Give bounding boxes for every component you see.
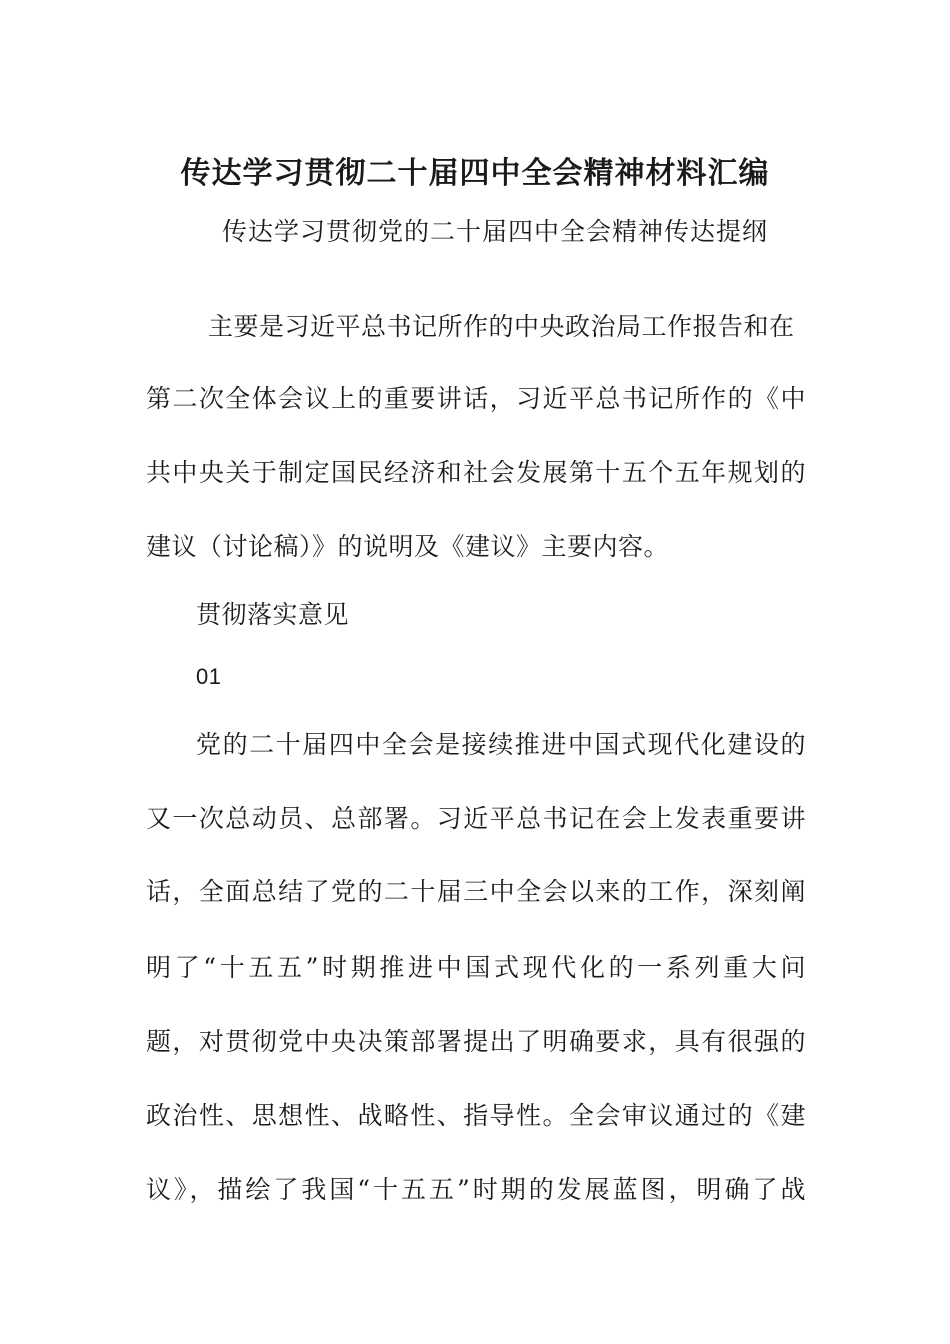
section-heading: 贯彻落实意见 (196, 600, 350, 629)
paragraph-1-line-2: 第二次全体会议上的重要讲话，习近平总书记所作的《中 (146, 384, 806, 413)
paragraph-2-line-1: 党的二十届四中全会是接续推进中国式现代化建设的 (196, 730, 806, 759)
document-subtitle: 传达学习贯彻党的二十届四中全会精神传达提纲 (221, 217, 768, 246)
document-title: 传达学习贯彻二十届四中全会精神材料汇编 (180, 156, 770, 191)
paragraph-2-line-5: 题，对贯彻党中央决策部署提出了明确要求，具有很强的 (146, 1027, 806, 1056)
paragraph-2-line-2: 又一次总动员、总部署。习近平总书记在会上发表重要讲 (146, 804, 806, 833)
paragraph-1-line-3: 共中央关于制定国民经济和社会发展第十五个五年规划的 (146, 458, 806, 487)
section-number: 01 (196, 664, 222, 689)
paragraph-2-line-6: 政治性、思想性、战略性、指导性。全会审议通过的《建 (146, 1101, 806, 1130)
paragraph-2-line-3: 话，全面总结了党的二十届三中全会以来的工作，深刻阐 (146, 877, 806, 906)
paragraph-1-line-1: 主要是习近平总书记所作的中央政治局工作报告和在 (208, 312, 795, 341)
paragraph-2-line-4: 明了“十五五”时期推进中国式现代化的一系列重大问 (146, 953, 806, 982)
paragraph-2-line-7: 议》，描绘了我国“十五五”时期的发展蓝图，明确了战 (146, 1175, 806, 1204)
paragraph-1-line-4: 建议（讨论稿）》的说明及《建议》主要内容。 (146, 532, 670, 561)
